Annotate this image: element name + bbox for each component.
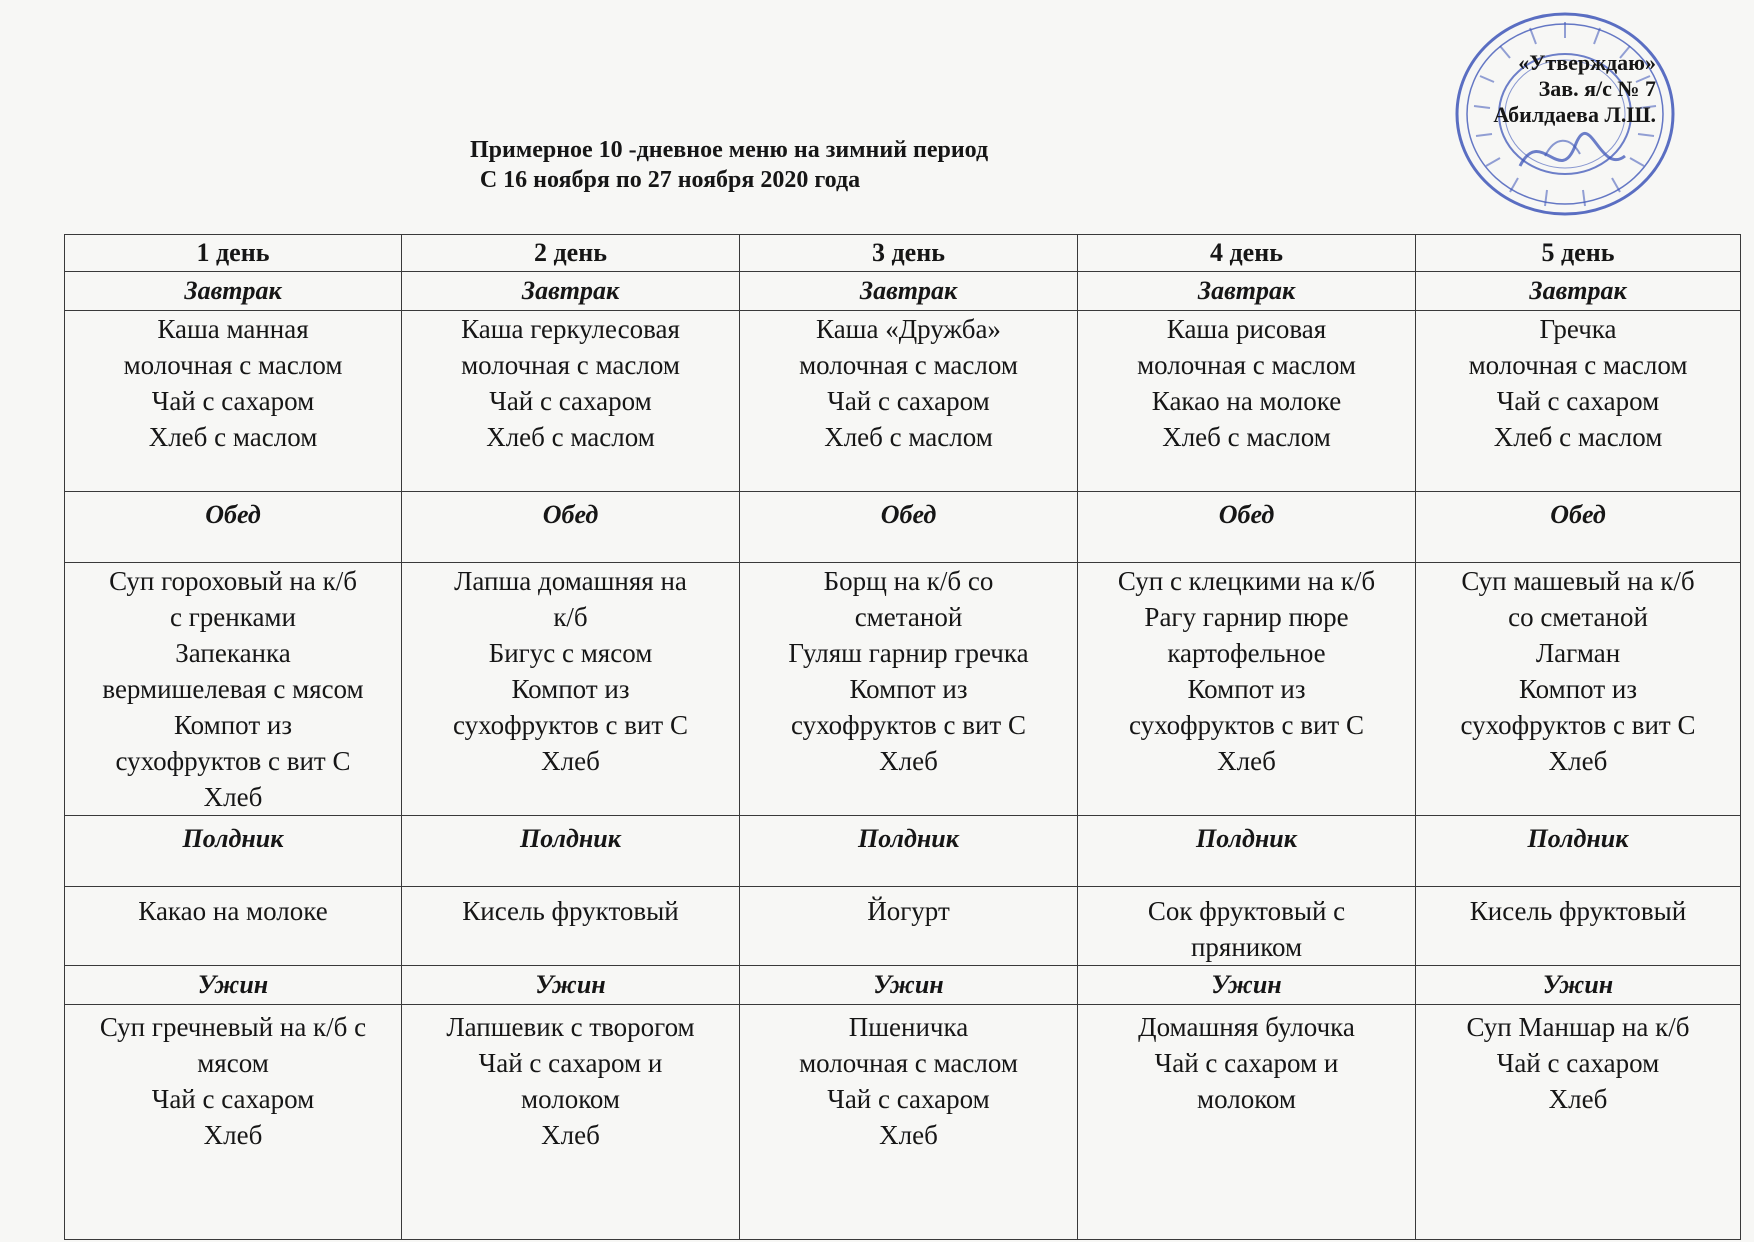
menu-item-line: сметаной — [854, 602, 963, 632]
lunch-label: Обед — [65, 492, 402, 563]
menu-item-line: Гуляш гарнир гречка — [788, 638, 1029, 668]
menu-item-line: Лагман — [1535, 638, 1621, 668]
lunch-day-3-cell — [740, 563, 1078, 816]
menu-item-line: сухофруктов с вит С — [1460, 710, 1696, 740]
menu-item-line: Хлеб — [541, 746, 600, 776]
day-header: 2 день — [402, 235, 740, 272]
menu-item-line: вермишелевая с мясом — [102, 674, 364, 704]
dinner-day-1-cell — [65, 1005, 402, 1240]
menu-item-line: Борщ на к/б со — [823, 566, 994, 596]
menu-item-line: Запеканка — [175, 638, 291, 668]
menu-item-line: Суп Маншар на к/б — [1466, 1012, 1690, 1042]
breakfast-day-3-cell — [740, 311, 1078, 492]
menu-item-line: к/б — [553, 602, 588, 632]
day-header-row — [65, 235, 1741, 272]
breakfast-label: Завтрак — [740, 272, 1078, 311]
breakfast-items-row — [65, 311, 1741, 492]
menu-item-line: молочная с маслом — [1137, 350, 1356, 380]
menu-item-line: Суп гречневый на к/б с — [99, 1012, 367, 1042]
approval-block — [1462, 50, 1656, 128]
menu-item-line: Чай с сахаром — [827, 386, 990, 416]
menu-item-line: с гренками — [170, 602, 296, 632]
menu-item-line: Йогурт — [867, 896, 950, 926]
menu-item-line: Чай с сахаром — [1496, 386, 1660, 416]
breakfast-day-1-cell — [65, 311, 402, 492]
menu-item-line: Хлеб с маслом — [1162, 422, 1331, 452]
menu-item-line: Суп машевый на к/б — [1461, 566, 1695, 596]
breakfast-label: Завтрак — [1078, 272, 1416, 311]
breakfast-header-row — [65, 272, 1741, 311]
menu-item-line: Сок фруктовый с — [1147, 896, 1346, 926]
menu-item-line: молочная с маслом — [461, 350, 680, 380]
breakfast-label: Завтрак — [402, 272, 740, 311]
menu-item-line: Каша «Дружба» — [816, 314, 1001, 344]
menu-item-line: молоком — [520, 1084, 621, 1114]
menu-item-line: сухофруктов с вит С — [1129, 710, 1364, 740]
menu-item-line: Компот из — [1187, 674, 1306, 704]
menu-item-line: Компот из — [174, 710, 292, 740]
menu-item-line: молочная с маслом — [123, 350, 343, 380]
menu-item-line: Хлеб с маслом — [486, 422, 655, 452]
menu-item-line: Хлеб — [879, 746, 938, 776]
menu-item-line: со сметаной — [1508, 602, 1648, 632]
menu-item-line: Чай с сахаром — [827, 1084, 990, 1114]
lunch-label: Обед — [1078, 492, 1416, 563]
menu-item-line: молочная с маслом — [799, 1048, 1018, 1078]
breakfast-label: Завтрак — [1416, 272, 1741, 311]
breakfast-label: Завтрак — [65, 272, 402, 311]
menu-item-line: Хлеб — [203, 782, 263, 812]
menu-item-line: Какао на молоке — [1151, 386, 1342, 416]
menu-item-line: Компот из — [849, 674, 968, 704]
lunch-day-4-cell — [1078, 563, 1416, 816]
menu-item-line: Каша манная — [157, 314, 309, 344]
document-title — [470, 135, 989, 195]
dinner-label: Ужин — [65, 966, 402, 1005]
breakfast-day-5-cell — [1416, 311, 1741, 492]
lunch-label: Обед — [1416, 492, 1741, 563]
menu-item-line: Пшеничка — [848, 1012, 969, 1042]
menu-item-line: Хлеб — [541, 1120, 600, 1150]
menu-item-line: Суп гороховый на к/б — [109, 566, 357, 596]
menu-item-line: Чай с сахаром и — [478, 1048, 663, 1078]
menu-item-line: Чай с сахаром — [151, 1084, 315, 1114]
approval-heading: «Утверждаю» — [1518, 50, 1656, 75]
menu-item-line: Гречка — [1539, 314, 1617, 344]
menu-item-line: Хлеб с маслом — [148, 422, 318, 452]
menu-item-line: Суп с клецкими на к/б — [1117, 566, 1376, 596]
menu-item-line: Чай с сахаром — [489, 386, 652, 416]
breakfast-day-2-cell — [402, 311, 740, 492]
menu-item-line: Чай с сахаром — [1496, 1048, 1660, 1078]
snack-header-row — [65, 816, 1741, 887]
dinner-day-5-cell — [1416, 1005, 1741, 1240]
menu-item-line: Хлеб — [203, 1120, 263, 1150]
dinner-label: Ужин — [1416, 966, 1741, 1005]
snack-day-5-cell — [1416, 887, 1741, 966]
dinner-label: Ужин — [1078, 966, 1416, 1005]
menu-item-line: мясом — [197, 1048, 269, 1078]
menu-item-line: Компот из — [1519, 674, 1637, 704]
snack-day-1-cell — [65, 887, 402, 966]
menu-item-line: Чай с сахаром и — [1154, 1048, 1339, 1078]
menu-item-line: Бигус с мясом — [488, 638, 653, 668]
menu-item-line: Лапша домашняя на — [454, 566, 687, 596]
snack-label: Полдник — [740, 816, 1078, 887]
dinner-label: Ужин — [402, 966, 740, 1005]
menu-item-line: Кисель фруктовый — [1469, 896, 1687, 926]
menu-item-line: молочная с маслом — [799, 350, 1018, 380]
menu-item-line: Хлеб — [1548, 1084, 1608, 1114]
breakfast-day-4-cell — [1078, 311, 1416, 492]
menu-item-line: Какао на молоке — [138, 896, 328, 926]
day-header: 1 день — [65, 235, 402, 272]
lunch-day-5-cell — [1416, 563, 1741, 816]
menu-item-line: Хлеб — [1217, 746, 1276, 776]
title-line-1: Примерное 10 -дневное меню на зимний период — [470, 137, 989, 163]
dinner-label: Ужин — [740, 966, 1078, 1005]
title-line-2: С 16 ноября по 27 ноября 2020 года — [479, 167, 861, 193]
dinner-items-row — [65, 1005, 1741, 1240]
snack-items-row — [65, 887, 1741, 966]
menu-table — [64, 234, 1741, 1240]
menu-item-line: сухофруктов с вит С — [453, 710, 688, 740]
lunch-day-1-cell — [65, 563, 402, 816]
snack-label: Полдник — [402, 816, 740, 887]
lunch-label: Обед — [740, 492, 1078, 563]
menu-item-line: Кисель фруктовый — [462, 896, 679, 926]
day-header: 4 день — [1078, 235, 1416, 272]
menu-item-line: сухофруктов с вит С — [115, 746, 351, 776]
menu-item-line: Лапшевик с творогом — [446, 1012, 695, 1042]
menu-item-line: Чай с сахаром — [151, 386, 315, 416]
snack-label: Полдник — [1078, 816, 1416, 887]
menu-item-line: Хлеб — [879, 1120, 938, 1150]
day-header: 3 день — [740, 235, 1078, 272]
menu-item-line: Каша геркулесовая — [461, 314, 680, 344]
approval-signatory: Абилдаева Л.Ш. — [1493, 102, 1656, 127]
menu-item-line: молоком — [1196, 1084, 1297, 1114]
menu-item-line: сухофруктов с вит С — [791, 710, 1026, 740]
lunch-items-row — [65, 563, 1741, 816]
snack-label: Полдник — [1416, 816, 1741, 887]
day-header: 5 день — [1416, 235, 1741, 272]
menu-item-line: Домашняя булочка — [1138, 1012, 1355, 1042]
lunch-header-row — [65, 492, 1741, 563]
snack-day-2-cell — [402, 887, 740, 966]
dinner-day-2-cell — [402, 1005, 740, 1240]
menu-item-line: Компот из — [511, 674, 630, 704]
dinner-day-3-cell — [740, 1005, 1078, 1240]
menu-item-line: Каша рисовая — [1166, 314, 1327, 344]
dinner-day-4-cell — [1078, 1005, 1416, 1240]
menu-item-line: Хлеб — [1548, 746, 1608, 776]
menu-item-line: Хлеб с маслом — [824, 422, 993, 452]
snack-day-3-cell — [740, 887, 1078, 966]
dinner-header-row — [65, 966, 1741, 1005]
snack-day-4-cell — [1078, 887, 1416, 966]
menu-item-line: Рагу гарнир пюре — [1144, 602, 1349, 632]
menu-item-line: пряником — [1190, 932, 1303, 962]
approval-position: Зав. я/с № 7 — [1538, 76, 1656, 101]
menu-item-line: картофельное — [1167, 638, 1326, 668]
snack-label: Полдник — [65, 816, 402, 887]
menu-item-line: молочная с маслом — [1468, 350, 1688, 380]
lunch-day-2-cell — [402, 563, 740, 816]
lunch-label: Обед — [402, 492, 740, 563]
menu-item-line: Хлеб с маслом — [1493, 422, 1663, 452]
